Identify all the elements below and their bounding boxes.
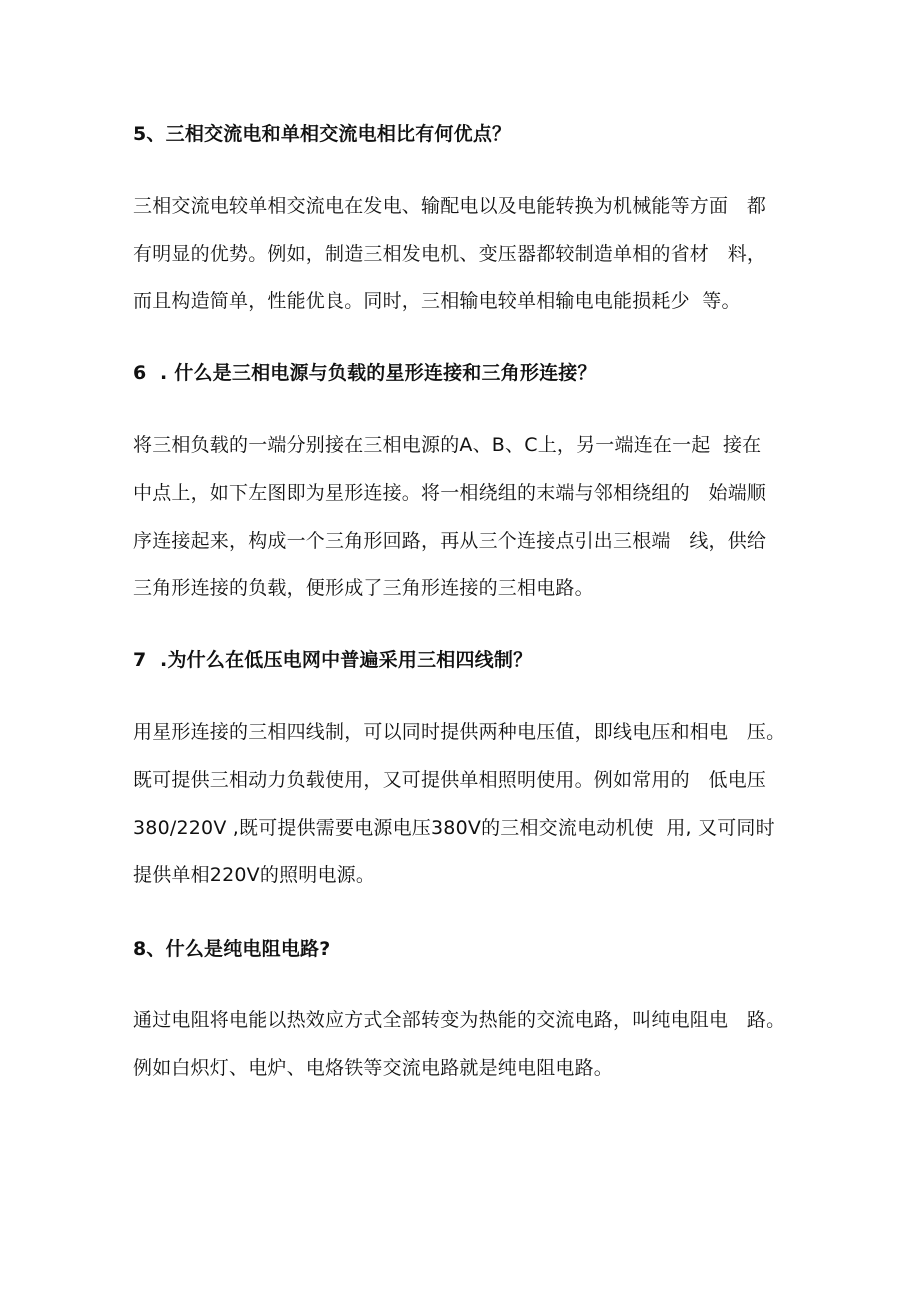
section-7-line-1: 用星形连接的三相四线制，可以同时提供两种电压值，即线电压和相电 压。 [133, 721, 786, 743]
section-5-line-3: 而且构造简单，性能优良。同时，三相输电较单相输电电能损耗少 等。 [133, 290, 741, 312]
section-7-line-4: 提供单相220V的照明电源。 [133, 864, 376, 886]
section-5-line-1: 三相交流电较单相交流电在发电、输配电以及电能转换为机械能等方面 都 [133, 195, 767, 217]
section-5-heading: 5、三相交流电和单相交流电相比有何优点？ [133, 123, 512, 145]
section-8-heading: 8、什么是纯电阻电路? [133, 938, 331, 960]
section-7-line-2: 既可提供三相动力负载使用，又可提供单相照明使用。例如常用的 低电压 [133, 769, 767, 791]
section-5-line-2: 有明显的优势。例如，制造三相发电机、变压器都较制造单相的省材 料， [133, 243, 767, 265]
section-6-line-4: 三角形连接的负载，便形成了三角形连接的三相电路。 [133, 577, 594, 599]
section-6-line-3: 序连接起来，构成一个三角形回路，再从三个连接点引出三根端 线，供给 [133, 530, 767, 552]
section-6-heading: 6 . 什么是三相电源与负载的星形连接和三角形连接？ [133, 362, 597, 384]
section-6-line-1: 将三相负载的一端分别接在三相电源的A、B、C上，另一端连在一起 接在 [133, 434, 762, 456]
section-8-line-2: 例如白炽灯、电炉、电烙铁等交流电路就是纯电阻电路。 [133, 1057, 614, 1079]
section-8-line-1: 通过电阻将电能以热效应方式全部转变为热能的交流电路，叫纯电阻电 路。 [133, 1009, 786, 1031]
section-6-line-2: 中点上，如下左图即为星形连接。将一相绕组的末端与邻相绕组的 始端顺 [133, 482, 767, 504]
section-7-line-3: 380/220V ,既可提供需要电源电压380V的三相交流电动机使 用, 又可同时 [133, 817, 775, 839]
section-7-heading: 7 .为什么在低压电网中普遍采用三相四线制？ [133, 649, 533, 671]
